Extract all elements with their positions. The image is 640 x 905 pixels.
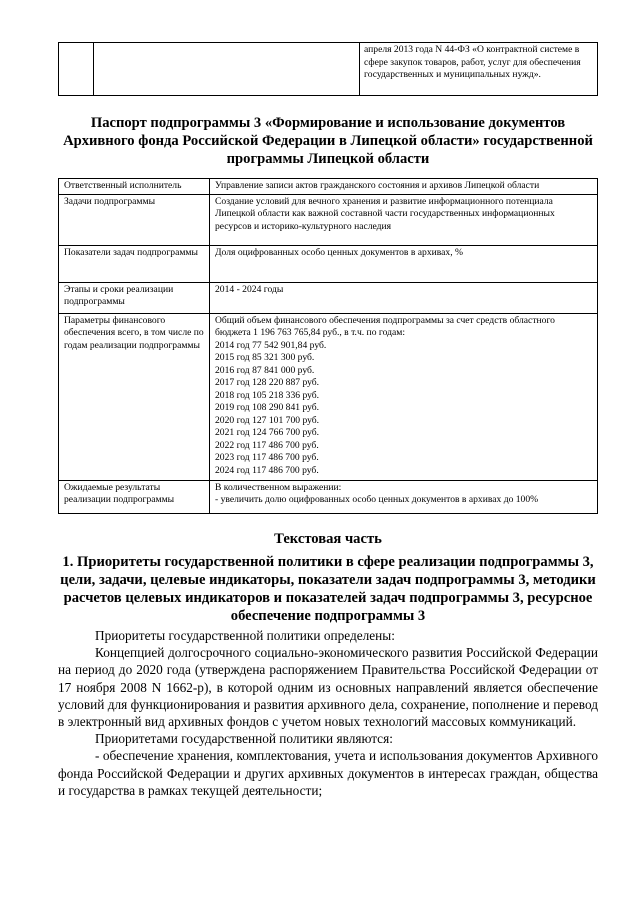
paragraph: Приоритетами государственной политики являются: xyxy=(95,731,393,747)
row-value: Доля оцифрованных особо ценных документов в архивах, % xyxy=(210,245,598,282)
continuation-table xyxy=(58,42,598,96)
row-value: Создание условий для вечного хранения и развитие информационного потенциала Липецкой области как важной составной части государственных информационных ресурсов и историко-культурного наследия xyxy=(210,194,598,245)
row-label: Показатели задач подпрограммы xyxy=(59,245,210,282)
finance-year: 2024 год 117 486 700 руб. xyxy=(215,464,319,476)
text-part-heading: Текстовая часть xyxy=(274,531,382,547)
row-label: Ожидаемые результаты реализации подпрограммы xyxy=(59,480,210,513)
row-value: 2014 - 2024 годы xyxy=(210,282,598,313)
row-label: Ответственный исполнитель xyxy=(59,179,210,195)
table-row xyxy=(59,179,598,195)
paragraph: Концепцией долгосрочного социально-экономического развития Российской Федерации на период до 2020 года (утверждена распоряжением Правительства Российской Федерации от 17 ноября 2008 N 1662-р), в которой одним из основных направлений является обеспечение условий для функционирования и развития архивного дела, сохранение, пополнение и перевод в электронный вид архивных фондов с учетом новых технологий массовых коммуникаций. xyxy=(58,645,598,730)
finance-year: 2015 год 85 321 300 руб. xyxy=(215,352,315,363)
table-row xyxy=(59,245,598,282)
results-line: - увеличить долю оцифрованных особо ценных документов в архивах до 100% xyxy=(215,494,539,505)
table-cell-law-reference: апреля 2013 года N 44-ФЗ «О контрактной системе в сфере закупок товаров, работ, услуг для обеспечения государственных и муниципальных нужд». xyxy=(360,43,598,96)
finance-year: 2014 год 77 542 901,84 руб. xyxy=(215,339,327,351)
finance-year: 2019 год 108 290 841 руб. xyxy=(215,402,320,413)
table-row xyxy=(59,480,598,513)
body-text xyxy=(58,627,598,799)
table-row xyxy=(59,313,598,480)
row-label: Этапы и сроки реализации подпрограммы xyxy=(59,282,210,313)
finance-year: 2016 год 87 841 000 руб. xyxy=(215,364,315,376)
table-row xyxy=(59,43,598,96)
paragraph: Приоритеты государственной политики определены: xyxy=(95,628,395,643)
passport-table xyxy=(58,178,598,514)
results-cell xyxy=(210,480,598,513)
row-label: Параметры финансового обеспечения всего, в том числе по годам реализации подпрограммы xyxy=(59,313,210,480)
row-value: Управление записи актов гражданского состояния и архивов Липецкой области xyxy=(210,179,598,195)
passport-title: Паспорт подпрограммы 3 «Формирование и использование документов Архивного фонда Российской Федерации в Липецкой области» государственной программы Липецкой области xyxy=(63,115,593,167)
row-label: Задачи подпрограммы xyxy=(59,194,210,245)
table-row xyxy=(59,282,598,313)
finance-year: 2022 год 117 486 700 руб. xyxy=(215,439,319,451)
section-title: 1. Приоритеты государственной политики в сфере реализации подпрограммы 3, цели, задачи, целевые индикаторы, показатели задач подпрограммы 3, методики расчетов целевых индикаторов и показателей задач подпрограммы 3, ресурсное обеспечение подпрограммы 3 xyxy=(60,554,596,624)
finance-year: 2020 год 127 101 700 руб. xyxy=(215,414,320,426)
table-cell-empty xyxy=(94,43,360,96)
finance-year: 2017 год 128 220 887 руб. xyxy=(215,377,320,388)
finance-year: 2021 год 124 766 700 руб. xyxy=(215,427,320,438)
table-row xyxy=(59,194,598,245)
finance-cell xyxy=(210,313,598,480)
finance-year: 2023 год 117 486 700 руб. xyxy=(215,452,319,463)
results-line: В количественном выражении: xyxy=(215,481,342,493)
finance-year: 2018 год 105 218 336 руб. xyxy=(215,389,320,401)
table-cell-empty xyxy=(59,43,94,96)
finance-intro: Общий объем финансового обеспечения подпрограммы за счет средств областного бюджета 1 196 763 765,84 руб., в т.ч. по годам: xyxy=(215,314,555,338)
paragraph: - обеспечение хранения, комплектования, учета и использования документов Архивного фонда Российской Федерации и других архивных документов в интересах граждан, общества и государства в рамках текущей деятельности; xyxy=(58,748,598,798)
